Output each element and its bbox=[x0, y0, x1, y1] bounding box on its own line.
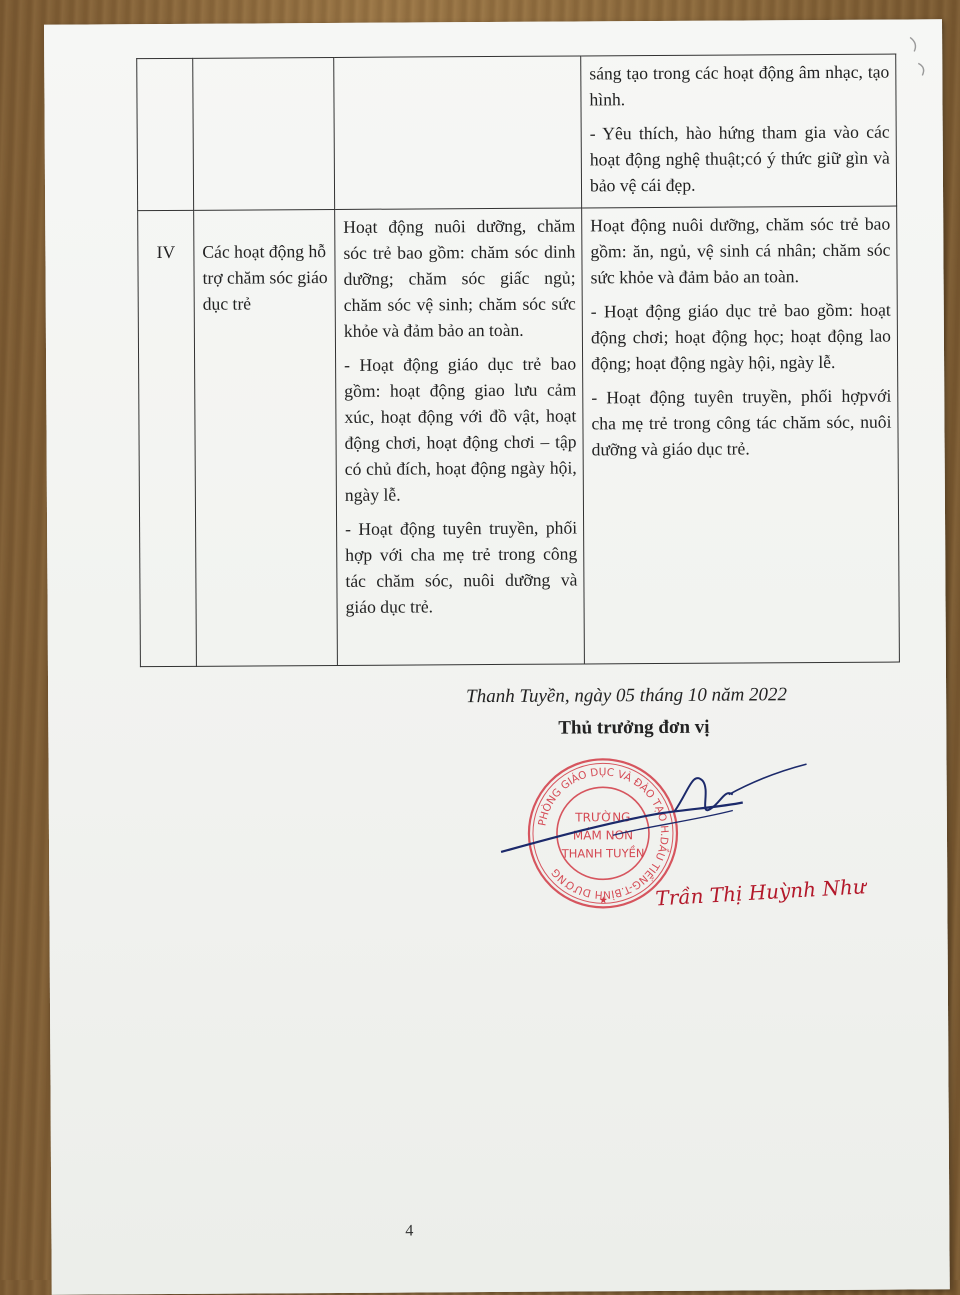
handwritten-signature bbox=[492, 750, 813, 862]
requirements-cell bbox=[581, 54, 897, 208]
date-line: Thanh Tuyền, ngày 05 tháng 10 năm 2022 bbox=[466, 684, 788, 708]
table-row bbox=[137, 54, 897, 211]
requirement-text: - Yêu thích, hào hứng tham gia vào các hoạt động nghệ thuật;có ý thức giữ gìn và bảo vệ cái đẹp. bbox=[589, 121, 890, 196]
requirement-text: sáng tạo trong các hoạt động âm nhạc, tạo hình. bbox=[589, 61, 890, 110]
area-text: Các hoạt động hỗ trợ chăm sóc giáo dục trẻ bbox=[202, 241, 328, 314]
content-cell bbox=[334, 56, 582, 210]
requirement-text: Hoạt động nuôi dưỡng, chăm sóc trẻ bao gồm: ăn, ngủ, vệ sinh cá nhân; chăm sóc sức khỏe và đảm bảo an toàn. bbox=[590, 213, 891, 288]
content-cell bbox=[335, 208, 585, 666]
document-page bbox=[44, 19, 950, 1294]
svg-text:PHÒNG GIÁO DỤC VÀ ĐÀO TẠO H.DẦ: PHÒNG GIÁO DỤC VÀ ĐÀO TẠO H.DẦU TIẾNG-T.BÌNH DƯƠNG bbox=[536, 766, 671, 901]
svg-text:THANH TUYỀN: THANH TUYỀN bbox=[561, 846, 645, 861]
signer-name: Trần Thị Huỳnh Như bbox=[654, 874, 867, 911]
row-number-cell: IV bbox=[138, 210, 197, 666]
content-text: Hoạt động nuôi dưỡng, chăm sóc trẻ bao gồm: chăm sóc dinh dưỡng; chăm sóc giấc ngủ; chăm sóc vệ sinh; chăm sóc sức khỏe và đảm bảo an toàn. bbox=[343, 215, 576, 341]
svg-text:MẦM NON: MẦM NON bbox=[572, 828, 634, 843]
signer-role: Thủ trưởng đơn vị bbox=[558, 716, 710, 739]
table-row bbox=[138, 206, 900, 667]
requirement-text: - Hoạt động tuyên truyền, phối hợpvới cha mẹ trẻ trong công tác chăm sóc, nuôi dưỡng và giáo dục trẻ. bbox=[591, 385, 892, 460]
area-cell bbox=[194, 209, 338, 666]
svg-text:★: ★ bbox=[598, 895, 608, 907]
row-number-cell bbox=[137, 58, 194, 210]
content-text: - Hoạt động giáo dục trẻ bao gồm: hoạt động giao lưu cảm xúc, hoạt động với đồ vật, hoạt động chơi, hoạt động chơi – tập có chủ đích, hoạt động ngày hội, ngày lễ. bbox=[344, 353, 577, 505]
content-text: - Hoạt động tuyên truyền, phối hợp với cha mẹ trẻ trong công tác chăm sóc, nuôi dưỡng và giáo dục trẻ. bbox=[345, 517, 578, 617]
area-cell bbox=[193, 57, 335, 210]
page-number: 4 bbox=[405, 1222, 414, 1240]
svg-text:TRƯỜNG: TRƯỜNG bbox=[575, 810, 631, 825]
content-table bbox=[136, 54, 900, 668]
page-corner-curl bbox=[904, 33, 934, 83]
requirements-cell bbox=[582, 206, 900, 664]
requirement-text: - Hoạt động giáo dục trẻ bao gồm: hoạt động chơi; hoạt động học; hoạt động lao động; hoạt động ngày hội, ngày lễ. bbox=[590, 299, 891, 374]
